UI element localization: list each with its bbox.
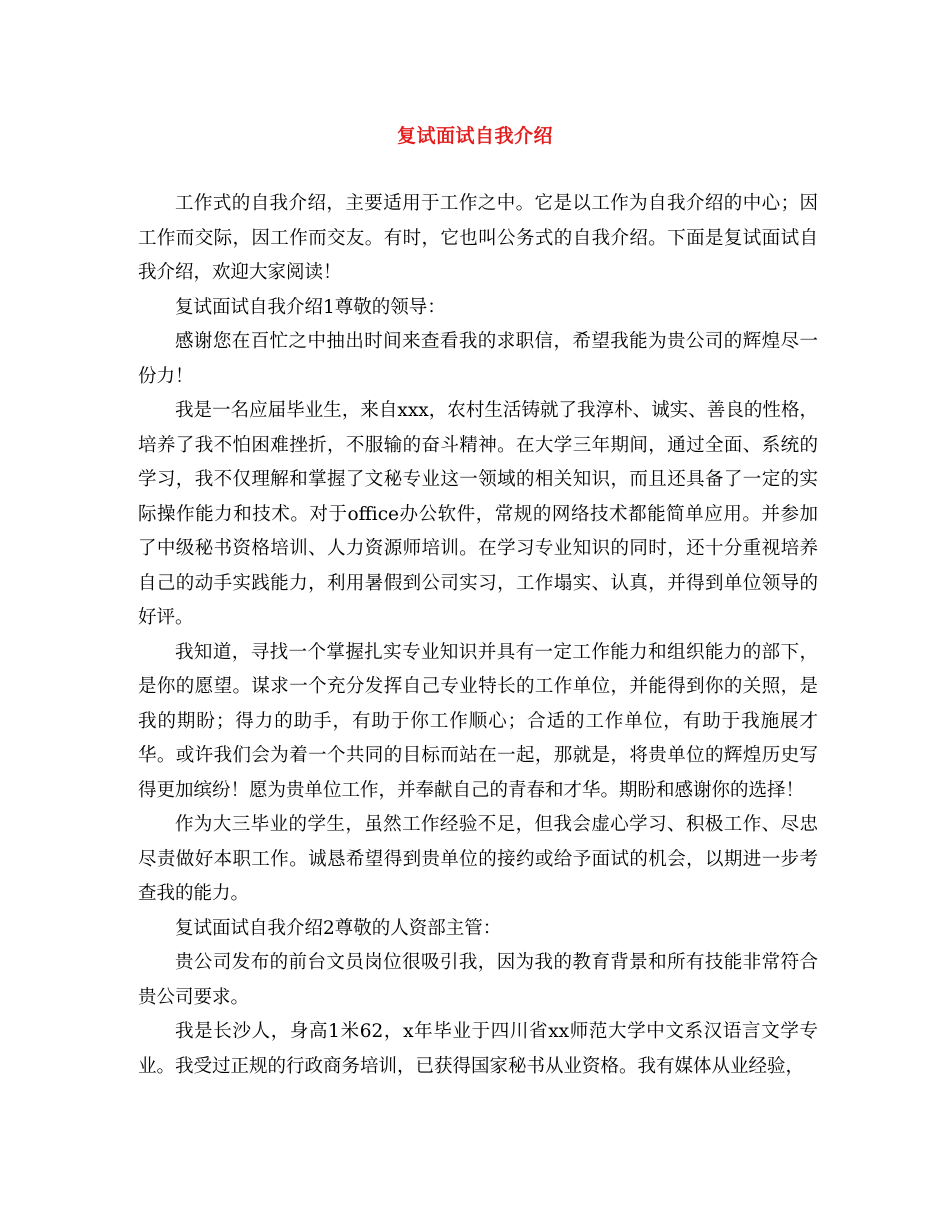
paragraph: 我是长沙人，身高1米62，x年毕业于四川省xx师范大学中文系汉语言文学专业。我受过正规的行政商务培训，已获得国家秘书从业资格。我有媒体从业经验，: [138, 1021, 818, 1077]
paragraph: 我是一名应届毕业生，来自xxx，农村生活铸就了我淳朴、诚实、善良的性格，培养了我不怕困难挫折，不服输的奋斗精神。在大学三年期间，通过全面、系统的学习，我不仅理解和掌握了文秘专业这一领域的相关知识，而且还具备了一定的实际操作能力和技术。对于office办公软件，常规的网络技术都能简单应用。并参加了中级秘书资格培训、人力资源师培训。在学习专业知识的同时，还十分重视培养自己的动手实践能力，利用暑假到公司实习，工作塌实、认真，并得到单位领导的好评。: [138, 400, 818, 628]
paragraph-intro: 工作式的自我介绍，主要适用于工作之中。它是以工作为自我介绍的中心；因工作而交际，因工作而交友。有时，它也叫公务式的自我介绍。下面是复试面试自我介绍，欢迎大家阅读！: [138, 193, 818, 283]
paragraph: 贵公司发布的前台文员岗位很吸引我，因为我的教育背景和所有技能非常符合贵公司要求。: [138, 952, 818, 1008]
paragraph-heading-1: 复试面试自我介绍1尊敬的领导：: [175, 296, 446, 318]
paragraph: 我知道，寻找一个掌握扎实专业知识并具有一定工作能力和组织能力的部下，是你的愿望。谋求一个充分发挥自己专业特长的工作单位，并能得到你的关照，是我的期盼；得力的助手，有助于你工作顺心；合适的工作单位，有助于我施展才华。或许我们会为着一个共同的目标而站在一起，那就是，将贵单位的辉煌历史写得更加缤纷！愿为贵单位工作，并奉献自己的青春和才华。期盼和感谢你的选择！: [138, 641, 818, 801]
paragraph: 感谢您在百忙之中抽出时间来查看我的求职信，希望我能为贵公司的辉煌尽一份力！: [138, 331, 818, 387]
paragraph: 作为大三毕业的学生，虽然工作经验不足，但我会虚心学习、积极工作、尽忠尽责做好本职工作。诚恳希望得到贵单位的接约或给予面试的机会，以期进一步考查我的能力。: [138, 814, 818, 904]
document-body: [138, 187, 818, 1084]
page-title: 复试面试自我介绍: [396, 125, 553, 147]
paragraph-heading-2: 复试面试自我介绍2尊敬的人资部主管：: [175, 917, 502, 939]
